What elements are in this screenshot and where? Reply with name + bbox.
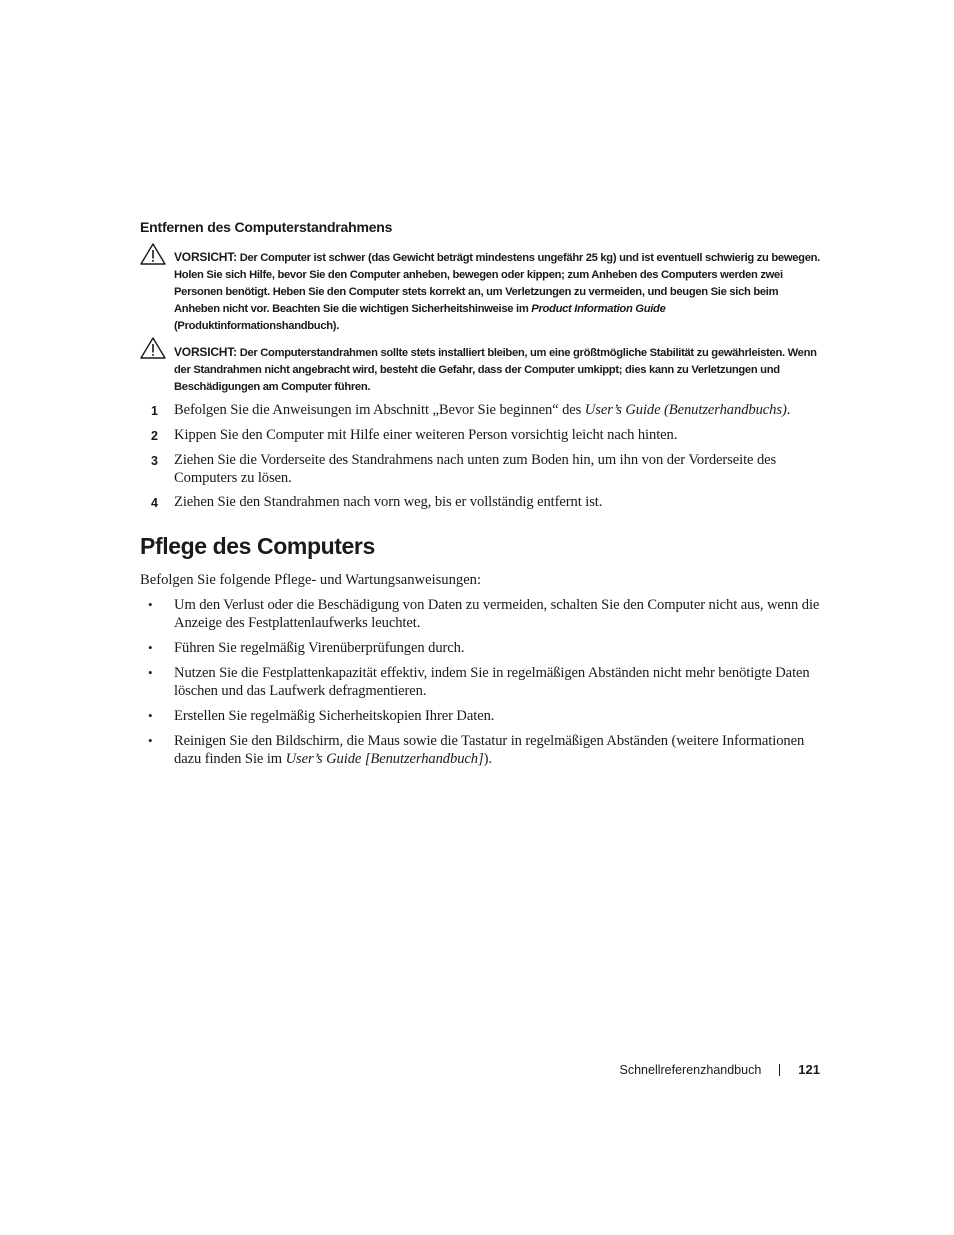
bullet-text: Um den Verlust oder die Beschädigung von Daten zu vermeiden, schalten Sie den Computer nicht aus, wenn die Anzeige des Festplattenlaufwerks leuchtet. (174, 597, 820, 631)
step-number: 2 (151, 429, 158, 443)
page-number: 121 (798, 1062, 820, 1077)
bullet-symbol: • (148, 733, 153, 748)
step-number: 1 (151, 404, 158, 418)
step-number: 3 (151, 454, 158, 468)
footer-title: Schnellreferenzhandbuch (619, 1062, 762, 1077)
bullet-item (148, 732, 820, 768)
step-text: Befolgen Sie die Anweisungen im Abschnitt „Bevor Sie beginnen“ des (174, 402, 582, 418)
bullet-item (148, 596, 820, 632)
bullet-symbol: • (148, 665, 153, 680)
step-item (148, 451, 820, 487)
users-guide-title: User’s Guide (Benutzerhandbuchs) (584, 402, 787, 418)
step-number: 4 (151, 496, 158, 510)
step-text-end: . (786, 402, 791, 418)
bullet-text-end: ). (483, 751, 492, 767)
step-item (148, 401, 820, 419)
bullet-item (148, 707, 820, 725)
users-guide-title: User’s Guide [Benutzerhandbuch] (285, 751, 484, 767)
bullet-item (148, 664, 820, 700)
bullet-item (148, 639, 820, 657)
bullet-text: Nutzen Sie die Festplattenkapazität effektiv, indem Sie in regelmäßigen Abständen nicht mehr benötigte Daten löschen und das Laufwerk defragmentieren. (174, 665, 810, 699)
intro-text: Befolgen Sie folgende Pflege- und Wartungsanweisungen: (140, 572, 482, 588)
product-information-guide-title: Product Information Guide (531, 303, 666, 315)
bullet-text: Führen Sie regelmäßig Virenüberprüfungen durch. (174, 640, 465, 656)
step-text: Ziehen Sie den Standrahmen nach vorn weg, bis er vollständig entfernt ist. (174, 494, 603, 510)
step-text: Kippen Sie den Computer mit Hilfe einer weiteren Person vorsichtig leicht nach hinten. (174, 427, 678, 443)
caution-label: VORSICHT: (174, 345, 237, 359)
caution-body-end: (Produktinformationshandbuch). (174, 320, 340, 332)
warning-triangle-icon (140, 337, 166, 359)
caution-body: Der Computer ist schwer (das Gewicht beträgt mindestens ungefähr 25 kg) und ist eventuell schwierig zu bewegen. Holen Sie sich Hilfe, bevor Sie den Computer anheben, bewegen oder kippen; zum Anheben des Computers werden zwei Personen benötigt. Heben Sie den Computer stets korrekt an, um Verletzungen zu vermeiden, und beugen Sie sich beim Anheben nicht vor. Beachten Sie die wichtigen Sicherheitshinweise im (174, 252, 820, 315)
warning-triangle-icon (140, 243, 166, 265)
caution-text (174, 337, 820, 396)
step-text: Ziehen Sie die Vorderseite des Standrahmens nach unten zum Boden hin, um ihn von der Vorderseite des Computers zu lösen. (174, 452, 777, 486)
removal-steps-list (148, 401, 820, 518)
caution-notice-weight (140, 243, 820, 335)
main-heading: Pflege des Computers (140, 533, 375, 559)
bullet-symbol: • (148, 640, 153, 655)
caution-body: Der Computerstandrahmen sollte stets installiert bleiben, um eine größtmögliche Stabilität zu gewährleisten. Wenn der Standrahmen nicht angebracht wird, besteht die Gefahr, dass der Computer umkippt; dies kann zu Verletzungen und Beschädigungen am Computer führen. (174, 347, 817, 393)
caution-notice-stand (140, 337, 820, 396)
page-footer (620, 1062, 820, 1077)
bullet-text: Reinigen Sie den Bildschirm, die Maus sowie die Tastatur in regelmäßigen Abständen (weitere Informationen dazu finden Sie im (174, 733, 805, 767)
bullet-symbol: • (148, 597, 153, 612)
caution-label: VORSICHT: (174, 250, 237, 264)
bullet-symbol: • (148, 708, 153, 723)
caution-text (174, 243, 820, 335)
care-instructions-list (148, 596, 820, 775)
step-item (148, 426, 820, 444)
bullet-text: Erstellen Sie regelmäßig Sicherheitskopien Ihrer Daten. (174, 708, 495, 724)
step-item (148, 493, 820, 511)
section-heading: Entfernen des Computerstandrahmens (140, 219, 393, 235)
footer-separator (779, 1064, 780, 1076)
